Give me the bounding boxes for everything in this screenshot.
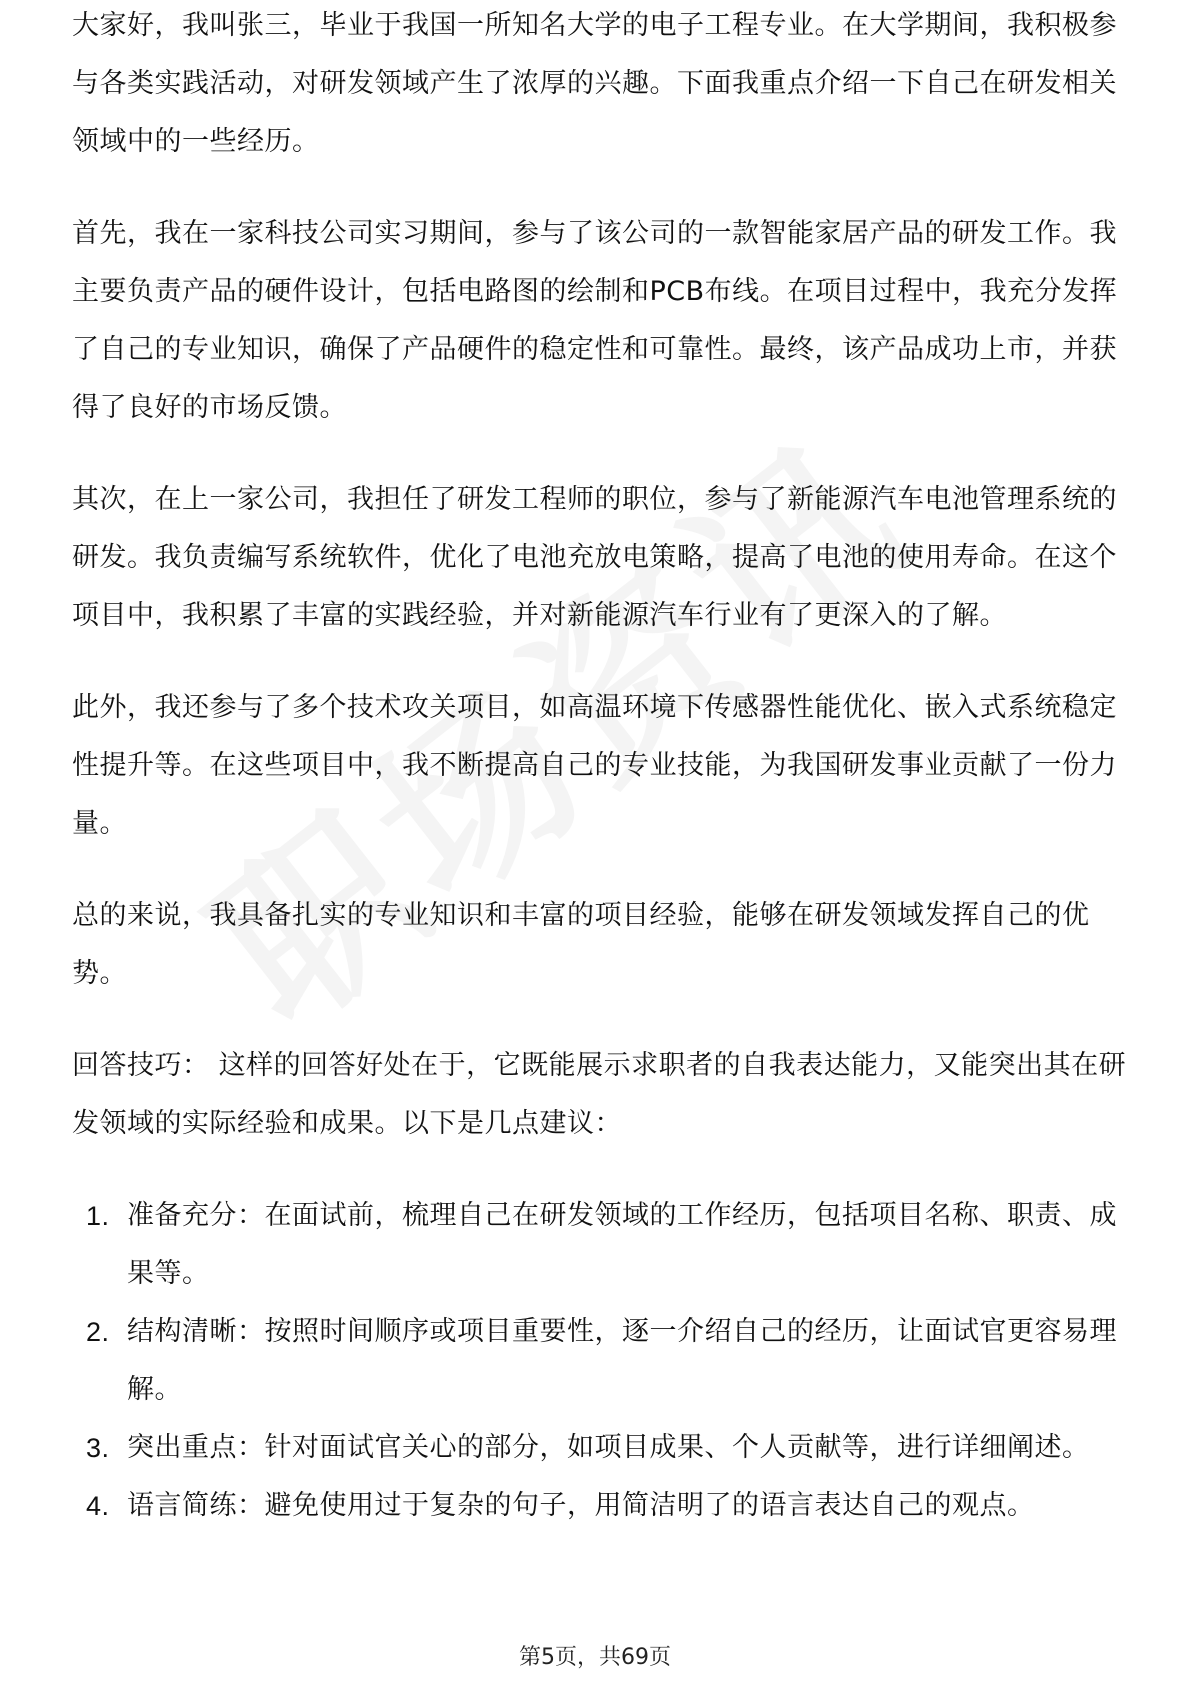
list-number: 3. (86, 1433, 110, 1463)
list-item (72, 1303, 1132, 1419)
list-number: 1. (86, 1201, 110, 1231)
paragraph-previous-job: 其次，在上一家公司，我担任了研发工程师的职位，参与了新能源汽车电池管理系统的研发。我负责编写系统软件，优化了电池充放电策略，提高了电池的使用寿命。在这个项目中，我积累了丰富的实践经验，并对新能源汽车行业有了更深入的了解。 (72, 484, 1117, 631)
list-number: 4. (86, 1491, 110, 1521)
list-item-text: 语言简练：避免使用过于复杂的句子，用简洁明了的语言表达自己的观点。 (127, 1490, 1035, 1521)
list-item-text: 结构清晰：按照时间顺序或项目重要性，逐一介绍自己的经历，让面试官更容易理解。 (127, 1316, 1117, 1405)
tips-list (72, 1187, 1132, 1535)
list-item-text: 准备充分：在面试前，梳理自己在研发领域的工作经历，包括项目名称、职责、成果等。 (127, 1200, 1117, 1289)
page-footer: 第5页，共69页 (519, 1645, 671, 1670)
paragraph-summary: 总的来说，我具备扎实的专业知识和丰富的项目经验，能够在研发领域发挥自己的优势。 (72, 900, 1090, 989)
paragraph-intro: 大家好，我叫张三，毕业于我国一所知名大学的电子工程专业。在大学期间，我积极参与各类实践活动，对研发领域产生了浓厚的兴趣。下面我重点介绍一下自己在研发相关领域中的一些经历。 (72, 10, 1117, 157)
paragraph-internship: 首先，我在一家科技公司实习期间，参与了该公司的一款智能家居产品的研发工作。我主要负责产品的硬件设计，包括电路图的绘制和PCB布线。在项目过程中，我充分发挥了自己的专业知识，确保了产品硬件的稳定性和可靠性。最终，该产品成功上市，并获得了良好的市场反馈。 (72, 218, 1118, 423)
list-number: 2. (86, 1317, 110, 1347)
document-body (72, 10, 1132, 1535)
paragraph-projects: 此外，我还参与了多个技术攻关项目，如高温环境下传感器性能优化、嵌入式系统稳定性提升等。在这些项目中，我不断提高自己的专业技能，为我国研发事业贡献了一份力量。 (72, 692, 1117, 839)
list-item (72, 1477, 1132, 1535)
paragraph-tips-intro: 回答技巧： 这样的回答好处在于，它既能展示求职者的自我表达能力，又能突出其在研发领域的实际经验和成果。以下是几点建议： (72, 1050, 1127, 1139)
list-item-text: 突出重点：针对面试官关心的部分，如项目成果、个人贡献等，进行详细阐述。 (127, 1432, 1090, 1463)
list-item (72, 1419, 1132, 1477)
list-item (72, 1187, 1132, 1303)
